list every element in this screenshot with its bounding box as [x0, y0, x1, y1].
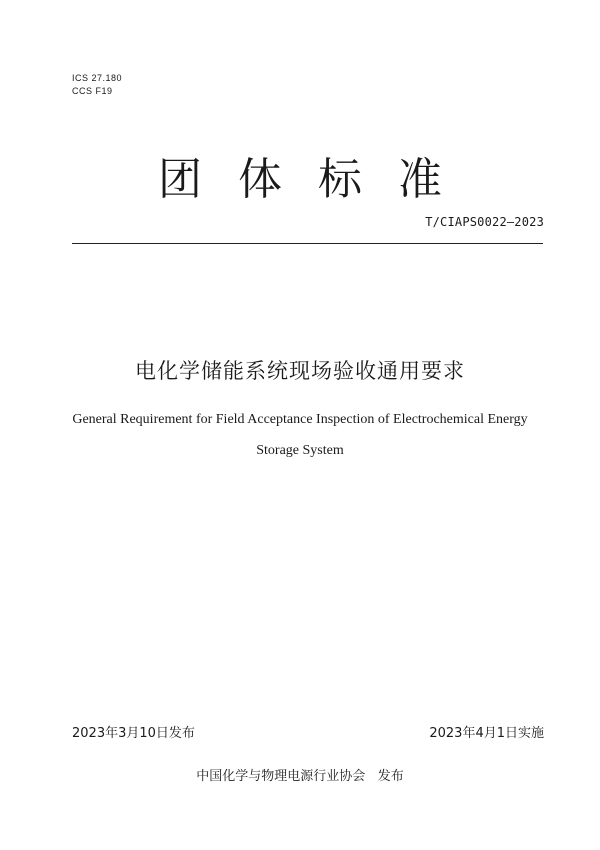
publish-date: 2023年3月10日发布	[72, 726, 195, 741]
document-title-en-line2: Storage System	[256, 443, 344, 458]
implement-date: 2023年4月1日实施	[429, 726, 544, 741]
ics-code: ICS 27.180	[72, 73, 123, 83]
page-title: 团体标准	[158, 154, 478, 205]
document-title-en-line1: General Requirement for Field Acceptance Inspection of Electrochemical Energy	[72, 412, 528, 427]
standard-number: T/CIAPS0022—2023	[425, 215, 544, 229]
document-title-zh: 电化学储能系统现场验收通用要求	[135, 359, 465, 383]
publisher: 中国化学与物理电源行业协会 发布	[196, 769, 404, 784]
header-divider	[72, 243, 543, 244]
ccs-code: CCS F19	[72, 86, 113, 96]
